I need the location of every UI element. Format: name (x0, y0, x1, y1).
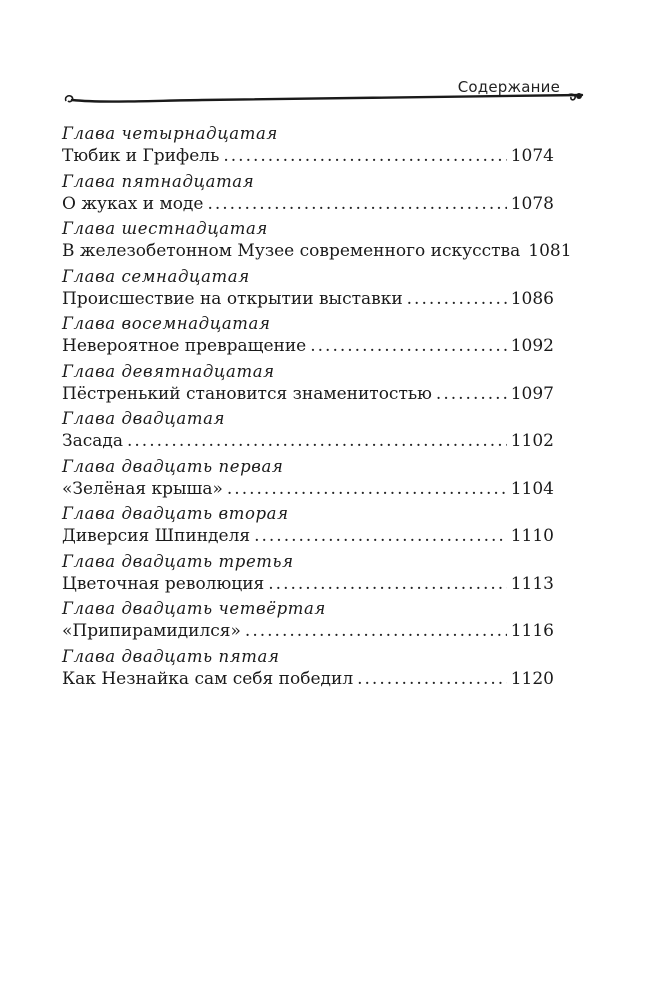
dot-leader (227, 477, 507, 501)
chapter-title: Диверсия Шпинделя (62, 526, 251, 546)
chapter-title: Цветочная революция (62, 573, 265, 594)
page-number: 1097 (510, 383, 554, 404)
chapter-label: Глава двадцать пятая (62, 646, 280, 666)
page-number: 1110 (510, 526, 554, 546)
toc-entry[interactable] (62, 172, 554, 220)
ornamental-rule (62, 92, 586, 110)
chapter-title: Происшествие на открытии выставки (62, 288, 403, 309)
dot-leader (407, 287, 507, 311)
toc-line (62, 667, 554, 691)
chapter-label: Глава пятнадцатая (62, 171, 255, 191)
toc-entry[interactable] (62, 552, 554, 600)
page-number: 1113 (510, 573, 554, 594)
chapter-label: Глава двадцатая (62, 409, 226, 428)
toc-line (62, 524, 554, 548)
chapter-label: Глава восемнадцатая (62, 314, 271, 333)
page-number: 1078 (510, 193, 554, 214)
chapter-title: Тюбик и Грифель (62, 146, 220, 166)
dot-leader (127, 429, 507, 453)
dot-leader (436, 382, 507, 406)
toc-entry[interactable] (62, 409, 554, 457)
toc-entry[interactable] (62, 267, 554, 315)
toc-line (62, 429, 554, 453)
page-number: 1120 (510, 668, 554, 689)
toc-line (62, 287, 554, 311)
toc-line (62, 239, 572, 263)
dot-leader (223, 144, 506, 168)
table-of-contents (62, 124, 572, 694)
toc-entry[interactable] (62, 124, 554, 172)
chapter-label: Глава четырнадцатая (62, 124, 278, 143)
chapter-title: Как Незнайка сам себя победил (62, 668, 354, 689)
dot-leader (207, 192, 506, 216)
page-number: 1104 (510, 478, 554, 499)
toc-entry[interactable] (62, 647, 554, 695)
running-head-title: Содержание (457, 78, 560, 96)
chapter-label: Глава двадцать четвёртая (62, 599, 326, 618)
page-number: 1086 (510, 288, 554, 309)
chapter-title: Невероятное превращение (62, 336, 307, 356)
page-number: 1081 (528, 241, 572, 261)
toc-entry[interactable] (62, 457, 554, 505)
dot-leader (268, 572, 506, 596)
chapter-label: Глава девятнадцатая (62, 361, 275, 381)
chapter-title: «Зелёная крыша» (62, 478, 223, 499)
toc-line (62, 477, 554, 501)
dot-leader (254, 524, 507, 548)
toc-entry[interactable] (62, 314, 554, 362)
chapter-label: Глава семнадцатая (62, 266, 250, 286)
toc-line (62, 334, 554, 358)
toc-line (62, 619, 554, 643)
toc-entry[interactable] (62, 504, 554, 552)
toc-line (62, 382, 554, 406)
dot-leader (357, 667, 507, 691)
chapter-label: Глава двадцать вторая (62, 504, 289, 523)
toc-entry[interactable] (62, 362, 554, 410)
chapter-label: Глава двадцать первая (62, 456, 284, 476)
chapter-title: В железобетонном Музее современного искусства (62, 241, 521, 261)
page-number: 1074 (510, 146, 554, 166)
dot-leader (245, 619, 507, 643)
page-number: 1102 (510, 431, 554, 451)
dot-leader (310, 334, 506, 358)
page-number: 1092 (510, 336, 554, 356)
toc-line (62, 144, 554, 168)
toc-line (62, 572, 554, 596)
chapter-label: Глава шестнадцатая (62, 219, 268, 238)
toc-line (62, 192, 554, 216)
chapter-label: Глава двадцать третья (62, 551, 294, 571)
toc-entry[interactable] (62, 219, 572, 267)
chapter-title: «Припирамидился» (62, 621, 241, 641)
page-number: 1116 (510, 621, 554, 641)
chapter-title: Пёстренький становится знаменитостью (62, 383, 432, 404)
chapter-title: Засада (62, 431, 123, 451)
chapter-title: О жуках и моде (62, 193, 204, 214)
toc-entry[interactable] (62, 599, 554, 647)
